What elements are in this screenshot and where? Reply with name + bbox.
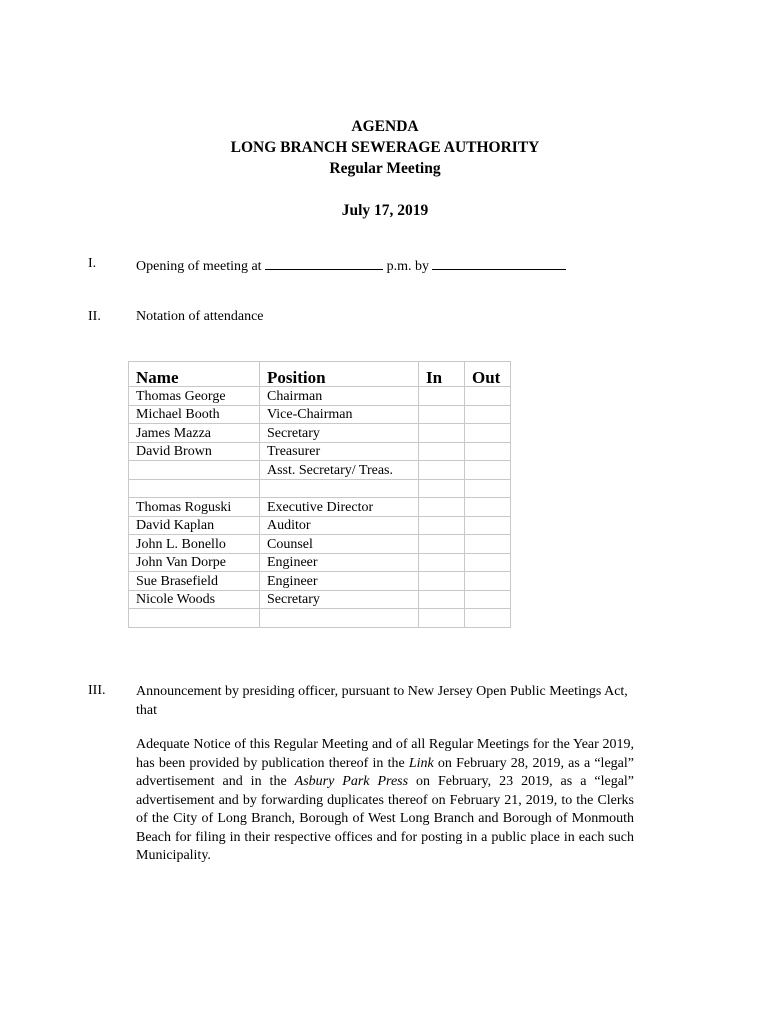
position-cell: Engineer <box>260 572 419 591</box>
in-cell <box>419 553 465 572</box>
out-cell <box>465 461 511 480</box>
header-organization: LONG BRANCH SEWERAGE AUTHORITY <box>230 139 540 156</box>
attendance-rows <box>129 387 511 628</box>
column-header-in: In <box>419 362 465 387</box>
table-row <box>129 553 511 572</box>
table-row <box>129 609 511 628</box>
press-publication-name: Asbury Park Press <box>294 774 409 789</box>
position-cell: Auditor <box>260 516 419 535</box>
position-cell <box>260 609 419 628</box>
section-1-number: I. <box>88 256 97 271</box>
table-row <box>129 461 511 480</box>
table-row <box>129 572 511 591</box>
table-row <box>129 479 511 498</box>
attendance-header-row <box>129 362 511 387</box>
opening-label: Opening of meeting at <box>136 259 262 274</box>
position-cell: Asst. Secretary/ Treas. <box>260 461 419 480</box>
name-cell: David Brown <box>129 442 260 461</box>
name-cell <box>129 609 260 628</box>
out-cell <box>465 516 511 535</box>
table-row <box>129 424 511 443</box>
out-cell <box>465 609 511 628</box>
position-cell: Treasurer <box>260 442 419 461</box>
opening-time-blank <box>265 256 383 270</box>
section-2-text: Notation of attendance <box>136 309 264 324</box>
table-row <box>129 405 511 424</box>
header-date: July 17, 2019 <box>341 202 429 219</box>
position-cell: Vice-Chairman <box>260 405 419 424</box>
name-cell: Sue Brasefield <box>129 572 260 591</box>
column-header-position: Position <box>260 362 419 387</box>
notice-text-1: Adequate Notice of this Regular Meeting and of all Regular Meetings for the Year 2019, has been provided by publication thereof in the <box>136 737 634 771</box>
column-header-out: Out <box>465 362 511 387</box>
position-cell: Executive Director <box>260 498 419 517</box>
position-cell: Chairman <box>260 387 419 406</box>
attendance-table <box>128 361 511 628</box>
name-cell: Nicole Woods <box>129 590 260 609</box>
in-cell <box>419 609 465 628</box>
in-cell <box>419 572 465 591</box>
out-cell <box>465 590 511 609</box>
table-row <box>129 590 511 609</box>
in-cell <box>419 424 465 443</box>
out-cell <box>465 424 511 443</box>
column-header-name: Name <box>129 362 260 387</box>
announcement-line-1: Announcement by presiding officer, pursuant to New Jersey Open Public Meetings Act, <box>136 684 628 699</box>
position-cell: Engineer <box>260 553 419 572</box>
in-cell <box>419 498 465 517</box>
position-cell: Secretary <box>260 590 419 609</box>
section-3-number: III. <box>88 683 106 698</box>
in-cell <box>419 516 465 535</box>
opening-by-label: p.m. by <box>386 259 429 274</box>
name-cell: John Van Dorpe <box>129 553 260 572</box>
notice-text-3: on February, 23 2019, as a “legal” advertisement and by forwarding duplicates thereof on February 21, 2019, to the Clerks of the City of Long Branch, Borough of West Long Branch and Borough of Monmouth Beach for filing in their respective offices and for posting in a public place in each such Municipality. <box>136 774 635 863</box>
in-cell <box>419 461 465 480</box>
out-cell <box>465 387 511 406</box>
opening-by-blank <box>432 256 566 270</box>
section-2-number: II. <box>88 309 101 324</box>
out-cell <box>465 535 511 554</box>
announcement-line-2: that <box>136 702 157 718</box>
in-cell <box>419 535 465 554</box>
header-title: AGENDA <box>351 118 419 135</box>
name-cell <box>129 461 260 480</box>
in-cell <box>419 405 465 424</box>
link-publication-name: Link <box>408 755 434 771</box>
in-cell <box>419 442 465 461</box>
section-3-text <box>136 683 628 720</box>
header-meeting-type: Regular Meeting <box>329 160 441 177</box>
name-cell: James Mazza <box>129 424 260 443</box>
table-row <box>129 387 511 406</box>
name-cell <box>129 479 260 498</box>
notice-text-2: on February 28, 2019, as a “legal” advertisement and in the <box>136 755 634 789</box>
position-cell: Counsel <box>260 535 419 554</box>
section-1-text <box>136 256 566 275</box>
out-cell <box>465 553 511 572</box>
in-cell <box>419 387 465 406</box>
in-cell <box>419 479 465 498</box>
name-cell: John L. Bonello <box>129 535 260 554</box>
name-cell: Thomas Roguski <box>129 498 260 517</box>
position-cell <box>260 479 419 498</box>
in-cell <box>419 590 465 609</box>
name-cell: David Kaplan <box>129 516 260 535</box>
table-row <box>129 535 511 554</box>
name-cell: Thomas George <box>129 387 260 406</box>
out-cell <box>465 572 511 591</box>
agenda-header <box>0 116 770 221</box>
table-row <box>129 442 511 461</box>
name-cell: Michael Booth <box>129 405 260 424</box>
out-cell <box>465 479 511 498</box>
position-cell: Secretary <box>260 424 419 443</box>
table-row <box>129 516 511 535</box>
out-cell <box>465 442 511 461</box>
out-cell <box>465 405 511 424</box>
out-cell <box>465 498 511 517</box>
notice-paragraph <box>136 736 634 866</box>
table-row <box>129 498 511 517</box>
